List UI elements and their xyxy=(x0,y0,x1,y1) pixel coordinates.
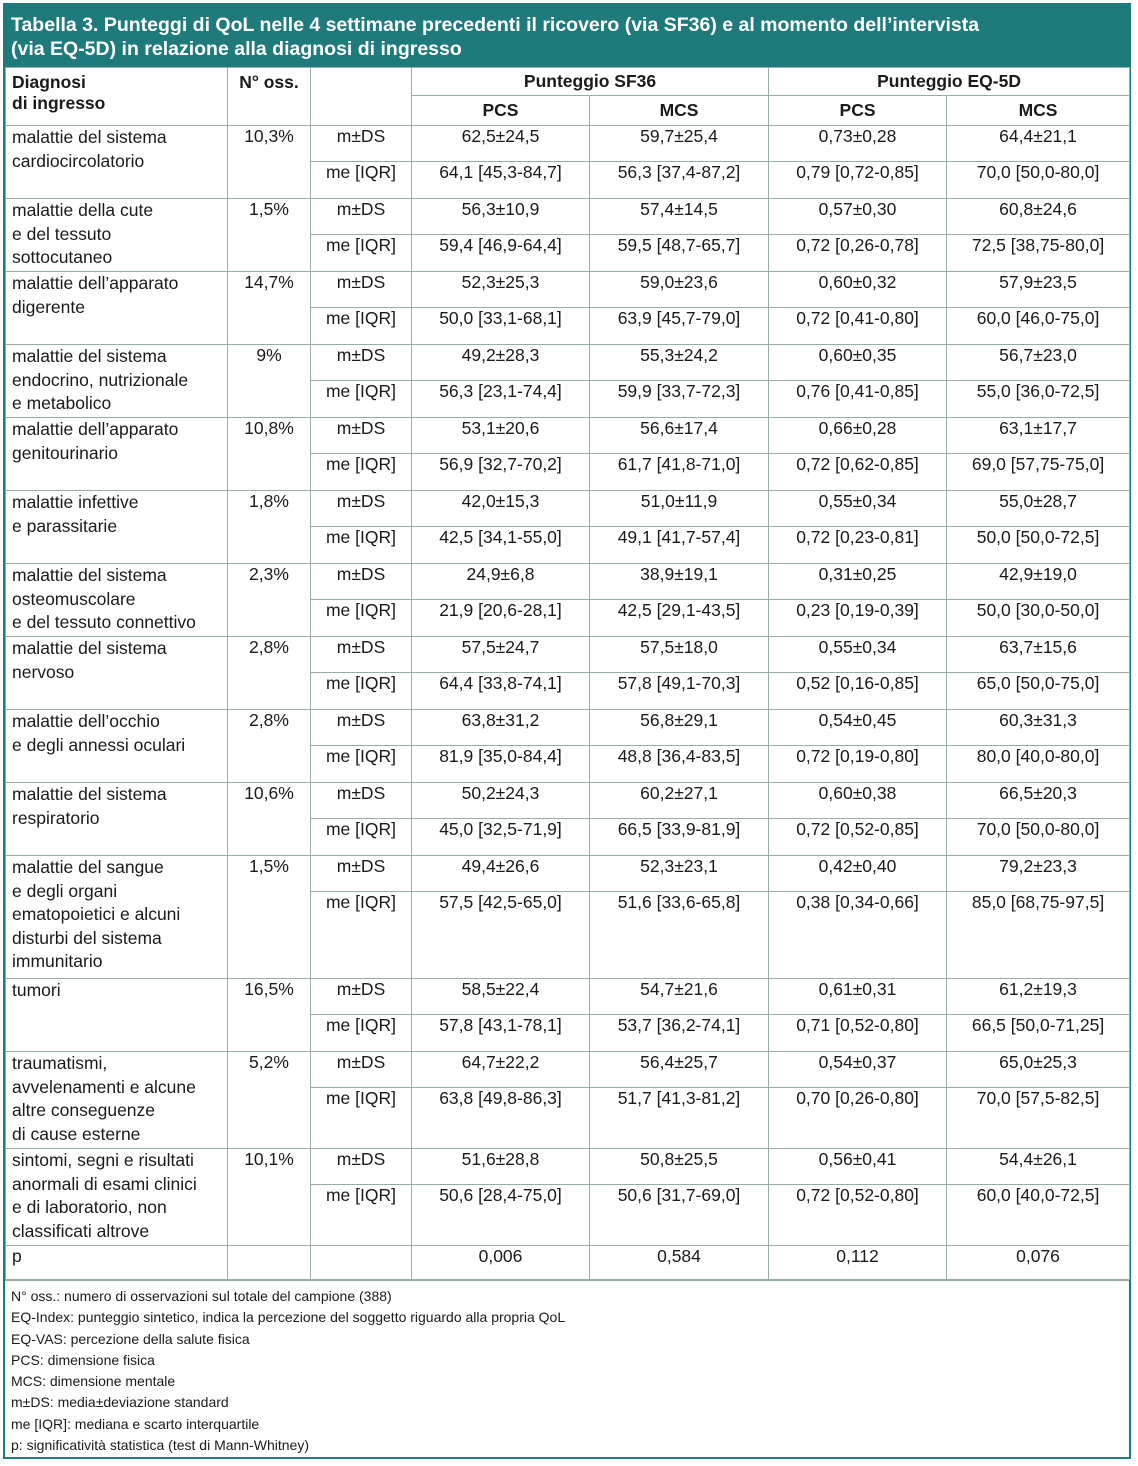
value-cell-median: 0,72 [0,41-0,80] xyxy=(769,308,947,345)
value-cell-mean: 0,54±0,37 xyxy=(769,1052,947,1088)
value-cell-median: 0,71 [0,52-0,80] xyxy=(769,1015,947,1052)
table-notes xyxy=(5,1280,1129,1456)
stat-label-median: me [IQR] xyxy=(311,819,412,856)
value-cell-median: 57,8 [43,1-78,1] xyxy=(412,1015,590,1052)
diagnosis-line: e degli organi xyxy=(12,880,118,901)
table-frame xyxy=(3,3,1131,1459)
value-cell-median: 48,8 [36,4-83,5] xyxy=(590,746,769,783)
value-cell-mean: 79,2±23,3 xyxy=(947,856,1130,892)
value-cell-mean: 60,2±27,1 xyxy=(590,783,769,819)
n-oss-cell: 1,5% xyxy=(228,199,311,272)
value-cell-mean: 55,3±24,2 xyxy=(590,345,769,381)
diagnosis-line: malattie del sistema xyxy=(12,638,167,658)
diagnosis-line: malattie del sangue xyxy=(12,857,164,877)
stat-label-mean: m±DS xyxy=(311,856,412,892)
diagnosis-cell xyxy=(6,979,228,1052)
stat-label-median: me [IQR] xyxy=(311,308,412,345)
qol-table xyxy=(5,67,1130,1280)
diagnosis-line: classificati altrove xyxy=(12,1220,150,1241)
diagnosis-line: di cause esterne xyxy=(12,1123,141,1144)
header-stat xyxy=(311,68,412,126)
n-oss-cell: 16,5% xyxy=(228,979,311,1052)
value-cell-median: 0,72 [0,23-0,81] xyxy=(769,527,947,564)
value-cell-median: 65,0 [50,0-75,0] xyxy=(947,673,1130,710)
diagnosis-cell xyxy=(6,710,228,783)
value-cell-mean: 0,60±0,38 xyxy=(769,783,947,819)
value-cell-mean: 0,60±0,32 xyxy=(769,272,947,308)
table-row xyxy=(6,491,1130,527)
value-cell-median: 0,38 [0,34-0,66] xyxy=(769,892,947,979)
header-sf36-pcs: PCS xyxy=(412,96,590,126)
diagnosis-cell xyxy=(6,345,228,418)
n-oss-cell: 14,7% xyxy=(228,272,311,345)
stat-label-median: me [IQR] xyxy=(311,381,412,418)
value-cell-mean: 0,54±0,45 xyxy=(769,710,947,746)
diagnosis-line: malattie della cute xyxy=(12,200,154,220)
diagnosis-line: altre conseguenze xyxy=(12,1100,156,1120)
value-cell-median: 80,0 [40,0-80,0] xyxy=(947,746,1130,783)
n-oss-cell: 9% xyxy=(228,345,311,418)
diagnosis-line: malattie del sistema xyxy=(12,784,167,804)
value-cell-median: 56,9 [32,7-70,2] xyxy=(412,454,590,491)
value-cell-median: 50,6 [31,7-69,0] xyxy=(590,1185,769,1246)
value-cell-mean: 59,7±25,4 xyxy=(590,126,769,162)
value-cell-median: 56,3 [37,4-87,2] xyxy=(590,162,769,199)
diagnosis-line: e del tessuto xyxy=(12,223,112,244)
value-cell-median: 49,1 [41,7-57,4] xyxy=(590,527,769,564)
value-cell-mean: 50,8±25,5 xyxy=(590,1149,769,1185)
value-cell-median: 72,5 [38,75-80,0] xyxy=(947,235,1130,272)
value-cell-mean: 0,66±0,28 xyxy=(769,418,947,454)
table-title xyxy=(5,5,1129,67)
diagnosis-cell xyxy=(6,491,228,564)
value-cell-median: 57,8 [49,1-70,3] xyxy=(590,673,769,710)
value-cell-median: 64,1 [45,3-84,7] xyxy=(412,162,590,199)
stat-label-mean: m±DS xyxy=(311,637,412,673)
stat-label-median: me [IQR] xyxy=(311,454,412,491)
stat-label-mean: m±DS xyxy=(311,199,412,235)
header-diagnosis: Diagnosi di ingresso xyxy=(6,68,228,126)
table-row xyxy=(6,126,1130,162)
value-cell-median: 70,0 [50,0-80,0] xyxy=(947,162,1130,199)
diagnosis-line: digerente xyxy=(12,296,85,317)
value-cell-mean: 0,60±0,35 xyxy=(769,345,947,381)
table-row xyxy=(6,272,1130,308)
value-cell-mean: 66,5±20,3 xyxy=(947,783,1130,819)
diagnosis-line: nervoso xyxy=(12,661,75,682)
value-cell-median: 56,3 [23,1-74,4] xyxy=(412,381,590,418)
diagnosis-line: e di laboratorio, non xyxy=(12,1197,167,1217)
stat-label-mean: m±DS xyxy=(311,126,412,162)
value-cell-median: 42,5 [29,1-43,5] xyxy=(590,600,769,637)
note-line: EQ-Index: punteggio sintetico, indica la percezione del soggetto riguardo alla propria QoL xyxy=(11,1309,566,1326)
value-cell-median: 42,5 [34,1-55,0] xyxy=(412,527,590,564)
diagnosis-line: endocrino, nutrizionale xyxy=(12,369,189,390)
n-oss-cell: 2,8% xyxy=(228,637,311,710)
stat-label-median: me [IQR] xyxy=(311,1185,412,1246)
value-cell-median: 21,9 [20,6-28,1] xyxy=(412,600,590,637)
diagnosis-line: ematopoietici e alcuni xyxy=(12,904,181,924)
diagnosis-line: avvelenamenti e alcune xyxy=(12,1076,196,1097)
value-cell-mean: 64,7±22,2 xyxy=(412,1052,590,1088)
value-cell-mean: 58,5±22,4 xyxy=(412,979,590,1015)
header-group-sf36: Punteggio SF36 xyxy=(412,68,769,96)
value-cell-median: 60,0 [40,0-72,5] xyxy=(947,1185,1130,1246)
value-cell-median: 0,52 [0,16-0,85] xyxy=(769,673,947,710)
value-cell-mean: 60,8±24,6 xyxy=(947,199,1130,235)
diagnosis-line: disturbi del sistema xyxy=(12,927,162,948)
table-row xyxy=(6,637,1130,673)
diagnosis-cell xyxy=(6,199,228,272)
table-row xyxy=(6,979,1130,1015)
diagnosis-line: malattie dell’apparato xyxy=(12,273,179,293)
diagnosis-line: immunitario xyxy=(12,951,103,971)
table-row xyxy=(6,856,1130,892)
value-cell-median: 0,70 [0,26-0,80] xyxy=(769,1088,947,1149)
stat-label-mean: m±DS xyxy=(311,491,412,527)
note-line: m±DS: media±deviazione standard xyxy=(11,1394,229,1411)
value-cell-median: 51,6 [33,6-65,8] xyxy=(590,892,769,979)
value-cell-mean: 57,4±14,5 xyxy=(590,199,769,235)
value-cell-mean: 24,9±6,8 xyxy=(412,564,590,600)
value-cell-mean: 60,3±31,3 xyxy=(947,710,1130,746)
stat-label-median: me [IQR] xyxy=(311,673,412,710)
diagnosis-cell xyxy=(6,1149,228,1246)
value-cell-mean: 0,31±0,25 xyxy=(769,564,947,600)
table-row xyxy=(6,783,1130,819)
value-cell-median: 59,5 [48,7-65,7] xyxy=(590,235,769,272)
header-group-eq5d: Punteggio EQ-5D xyxy=(769,68,1130,96)
value-cell-mean: 59,0±23,6 xyxy=(590,272,769,308)
stat-label-median: me [IQR] xyxy=(311,162,412,199)
p-value-cell: 0,076 xyxy=(947,1246,1130,1280)
stat-label-mean: m±DS xyxy=(311,783,412,819)
diagnosis-line: tumori xyxy=(12,980,61,1000)
value-cell-median: 61,7 [41,8-71,0] xyxy=(590,454,769,491)
diagnosis-line: osteomuscolare xyxy=(12,588,136,609)
value-cell-mean: 57,9±23,5 xyxy=(947,272,1130,308)
stat-label-median: me [IQR] xyxy=(311,235,412,272)
table-row xyxy=(6,1052,1130,1088)
table-row xyxy=(6,564,1130,600)
value-cell-median: 59,9 [33,7-72,3] xyxy=(590,381,769,418)
stat-label-mean: m±DS xyxy=(311,272,412,308)
stat-label-median: me [IQR] xyxy=(311,746,412,783)
diagnosis-line: genitourinario xyxy=(12,442,119,463)
stat-label-mean: m±DS xyxy=(311,418,412,454)
value-cell-mean: 0,61±0,31 xyxy=(769,979,947,1015)
diagnosis-line: malattie del sistema xyxy=(12,346,167,366)
table-row xyxy=(6,345,1130,381)
stat-label-mean: m±DS xyxy=(311,979,412,1015)
value-cell-mean: 61,2±19,3 xyxy=(947,979,1130,1015)
diagnosis-cell xyxy=(6,783,228,856)
stat-label-median: me [IQR] xyxy=(311,527,412,564)
table-title-line-1: Tabella 3. Punteggi di QoL nelle 4 settimane precedenti il ricovero (via SF36) e al momento dell’intervista xyxy=(11,14,980,36)
diagnosis-line: sintomi, segni e risultati xyxy=(12,1150,194,1170)
value-cell-median: 69,0 [57,75-75,0] xyxy=(947,454,1130,491)
p-label: p xyxy=(6,1246,228,1280)
diagnosis-line: e del tessuto connettivo xyxy=(12,612,196,632)
value-cell-mean: 0,57±0,30 xyxy=(769,199,947,235)
note-line: PCS: dimensione fisica xyxy=(11,1351,155,1368)
value-cell-median: 57,5 [42,5-65,0] xyxy=(412,892,590,979)
value-cell-median: 63,9 [45,7-79,0] xyxy=(590,308,769,345)
diagnosis-line: e degli annessi oculari xyxy=(12,734,186,755)
n-oss-cell: 1,5% xyxy=(228,856,311,979)
p-empty-stat xyxy=(311,1246,412,1280)
stat-label-median: me [IQR] xyxy=(311,600,412,637)
value-cell-median: 66,5 [50,0-71,25] xyxy=(947,1015,1130,1052)
diagnosis-line: malattie del sistema xyxy=(12,565,167,585)
value-cell-mean: 0,73±0,28 xyxy=(769,126,947,162)
value-cell-mean: 56,7±23,0 xyxy=(947,345,1130,381)
value-cell-mean: 0,55±0,34 xyxy=(769,491,947,527)
stat-label-median: me [IQR] xyxy=(311,1015,412,1052)
value-cell-median: 50,6 [28,4-75,0] xyxy=(412,1185,590,1246)
stat-label-mean: m±DS xyxy=(311,710,412,746)
p-value-cell: 0,584 xyxy=(590,1246,769,1280)
value-cell-mean: 64,4±21,1 xyxy=(947,126,1130,162)
value-cell-mean: 38,9±19,1 xyxy=(590,564,769,600)
value-cell-median: 50,0 [33,1-68,1] xyxy=(412,308,590,345)
value-cell-mean: 63,7±15,6 xyxy=(947,637,1130,673)
diagnosis-line: malattie infettive xyxy=(12,492,139,512)
p-value-cell: 0,006 xyxy=(412,1246,590,1280)
note-line: me [IQR]: mediana e scarto interquartile xyxy=(11,1415,260,1432)
value-cell-mean: 42,0±15,3 xyxy=(412,491,590,527)
n-oss-cell: 10,8% xyxy=(228,418,311,491)
n-oss-cell: 1,8% xyxy=(228,491,311,564)
p-value-row xyxy=(6,1246,1130,1280)
value-cell-mean: 63,1±17,7 xyxy=(947,418,1130,454)
value-cell-mean: 56,8±29,1 xyxy=(590,710,769,746)
diagnosis-line: malattie del sistema xyxy=(12,127,167,147)
n-oss-cell: 10,6% xyxy=(228,783,311,856)
value-cell-mean: 62,5±24,5 xyxy=(412,126,590,162)
value-cell-mean: 52,3±23,1 xyxy=(590,856,769,892)
stat-label-mean: m±DS xyxy=(311,345,412,381)
value-cell-mean: 54,7±21,6 xyxy=(590,979,769,1015)
value-cell-mean: 49,2±28,3 xyxy=(412,345,590,381)
value-cell-median: 85,0 [68,75-97,5] xyxy=(947,892,1130,979)
value-cell-mean: 53,1±20,6 xyxy=(412,418,590,454)
diagnosis-cell xyxy=(6,1052,228,1149)
value-cell-mean: 65,0±25,3 xyxy=(947,1052,1130,1088)
value-cell-median: 0,72 [0,26-0,78] xyxy=(769,235,947,272)
value-cell-median: 81,9 [35,0-84,4] xyxy=(412,746,590,783)
diagnosis-line: malattie dell’occhio xyxy=(12,711,160,731)
stat-label-median: me [IQR] xyxy=(311,1088,412,1149)
note-line: MCS: dimensione mentale xyxy=(11,1373,176,1390)
value-cell-median: 0,72 [0,19-0,80] xyxy=(769,746,947,783)
value-cell-median: 70,0 [50,0-80,0] xyxy=(947,819,1130,856)
n-oss-cell: 5,2% xyxy=(228,1052,311,1149)
stat-label-median: me [IQR] xyxy=(311,892,412,979)
value-cell-median: 0,79 [0,72-0,85] xyxy=(769,162,947,199)
table-row xyxy=(6,418,1130,454)
value-cell-mean: 51,6±28,8 xyxy=(412,1149,590,1185)
value-cell-mean: 56,4±25,7 xyxy=(590,1052,769,1088)
stat-label-mean: m±DS xyxy=(311,564,412,600)
note-line: N° oss.: numero di osservazioni sul totale del campione (388) xyxy=(11,1288,392,1304)
value-cell-mean: 52,3±25,3 xyxy=(412,272,590,308)
diagnosis-line: respiratorio xyxy=(12,807,100,828)
table-title-line-2: (via EQ-5D) in relazione alla diagnosi di ingresso xyxy=(11,38,462,60)
value-cell-mean: 63,8±31,2 xyxy=(412,710,590,746)
header-sf36-mcs: MCS xyxy=(590,96,769,126)
value-cell-median: 60,0 [46,0-75,0] xyxy=(947,308,1130,345)
note-line: p: significatività statistica (test di Mann-Whitney) xyxy=(11,1437,309,1454)
diagnosis-cell xyxy=(6,126,228,199)
value-cell-median: 66,5 [33,9-81,9] xyxy=(590,819,769,856)
n-oss-cell: 10,3% xyxy=(228,126,311,199)
value-cell-mean: 0,55±0,34 xyxy=(769,637,947,673)
n-oss-cell: 10,1% xyxy=(228,1149,311,1246)
value-cell-mean: 56,6±17,4 xyxy=(590,418,769,454)
value-cell-median: 0,72 [0,62-0,85] xyxy=(769,454,947,491)
value-cell-mean: 50,2±24,3 xyxy=(412,783,590,819)
value-cell-mean: 42,9±19,0 xyxy=(947,564,1130,600)
p-value-cell: 0,112 xyxy=(769,1246,947,1280)
note-line: EQ-VAS: percezione della salute fisica xyxy=(11,1330,250,1347)
value-cell-mean: 56,3±10,9 xyxy=(412,199,590,235)
value-cell-median: 55,0 [36,0-72,5] xyxy=(947,381,1130,418)
diagnosis-cell xyxy=(6,637,228,710)
stat-label-mean: m±DS xyxy=(311,1149,412,1185)
table-body xyxy=(6,126,1130,1280)
header-eq5d-pcs: PCS xyxy=(769,96,947,126)
diagnosis-line: traumatismi, xyxy=(12,1053,108,1073)
value-cell-median: 0,72 [0,52-0,85] xyxy=(769,819,947,856)
diagnosis-line: sottocutaneo xyxy=(12,247,113,267)
value-cell-median: 53,7 [36,2-74,1] xyxy=(590,1015,769,1052)
diagnosis-line: malattie dell’apparato xyxy=(12,419,179,439)
value-cell-median: 0,76 [0,41-0,85] xyxy=(769,381,947,418)
value-cell-mean: 54,4±26,1 xyxy=(947,1149,1130,1185)
diagnosis-cell xyxy=(6,564,228,637)
value-cell-median: 0,72 [0,52-0,80] xyxy=(769,1185,947,1246)
diagnosis-cell xyxy=(6,856,228,979)
diagnosis-cell xyxy=(6,418,228,491)
p-empty-oss xyxy=(228,1246,311,1280)
value-cell-median: 70,0 [57,5-82,5] xyxy=(947,1088,1130,1149)
table-row xyxy=(6,199,1130,235)
header-n-oss: N° oss. xyxy=(228,68,311,126)
value-cell-median: 50,0 [30,0-50,0] xyxy=(947,600,1130,637)
table-row xyxy=(6,710,1130,746)
diagnosis-line: e metabolico xyxy=(12,393,112,413)
value-cell-mean: 49,4±26,6 xyxy=(412,856,590,892)
value-cell-median: 51,7 [41,3-81,2] xyxy=(590,1088,769,1149)
value-cell-median: 0,23 [0,19-0,39] xyxy=(769,600,947,637)
table-row xyxy=(6,1149,1130,1185)
value-cell-mean: 57,5±18,0 xyxy=(590,637,769,673)
diagnosis-line: e parassitarie xyxy=(12,515,118,536)
diagnosis-cell xyxy=(6,272,228,345)
header-eq5d-mcs: MCS xyxy=(947,96,1130,126)
n-oss-cell: 2,8% xyxy=(228,710,311,783)
n-oss-cell: 2,3% xyxy=(228,564,311,637)
value-cell-mean: 57,5±24,7 xyxy=(412,637,590,673)
value-cell-mean: 51,0±11,9 xyxy=(590,491,769,527)
value-cell-median: 50,0 [50,0-72,5] xyxy=(947,527,1130,564)
value-cell-mean: 0,42±0,40 xyxy=(769,856,947,892)
value-cell-median: 45,0 [32,5-71,9] xyxy=(412,819,590,856)
diagnosis-line: anormali di esami clinici xyxy=(12,1173,197,1194)
value-cell-mean: 55,0±28,7 xyxy=(947,491,1130,527)
value-cell-median: 59,4 [46,9-64,4] xyxy=(412,235,590,272)
value-cell-mean: 0,56±0,41 xyxy=(769,1149,947,1185)
value-cell-median: 64,4 [33,8-74,1] xyxy=(412,673,590,710)
diagnosis-line: cardiocircolatorio xyxy=(12,150,145,171)
stat-label-mean: m±DS xyxy=(311,1052,412,1088)
value-cell-median: 63,8 [49,8-86,3] xyxy=(412,1088,590,1149)
